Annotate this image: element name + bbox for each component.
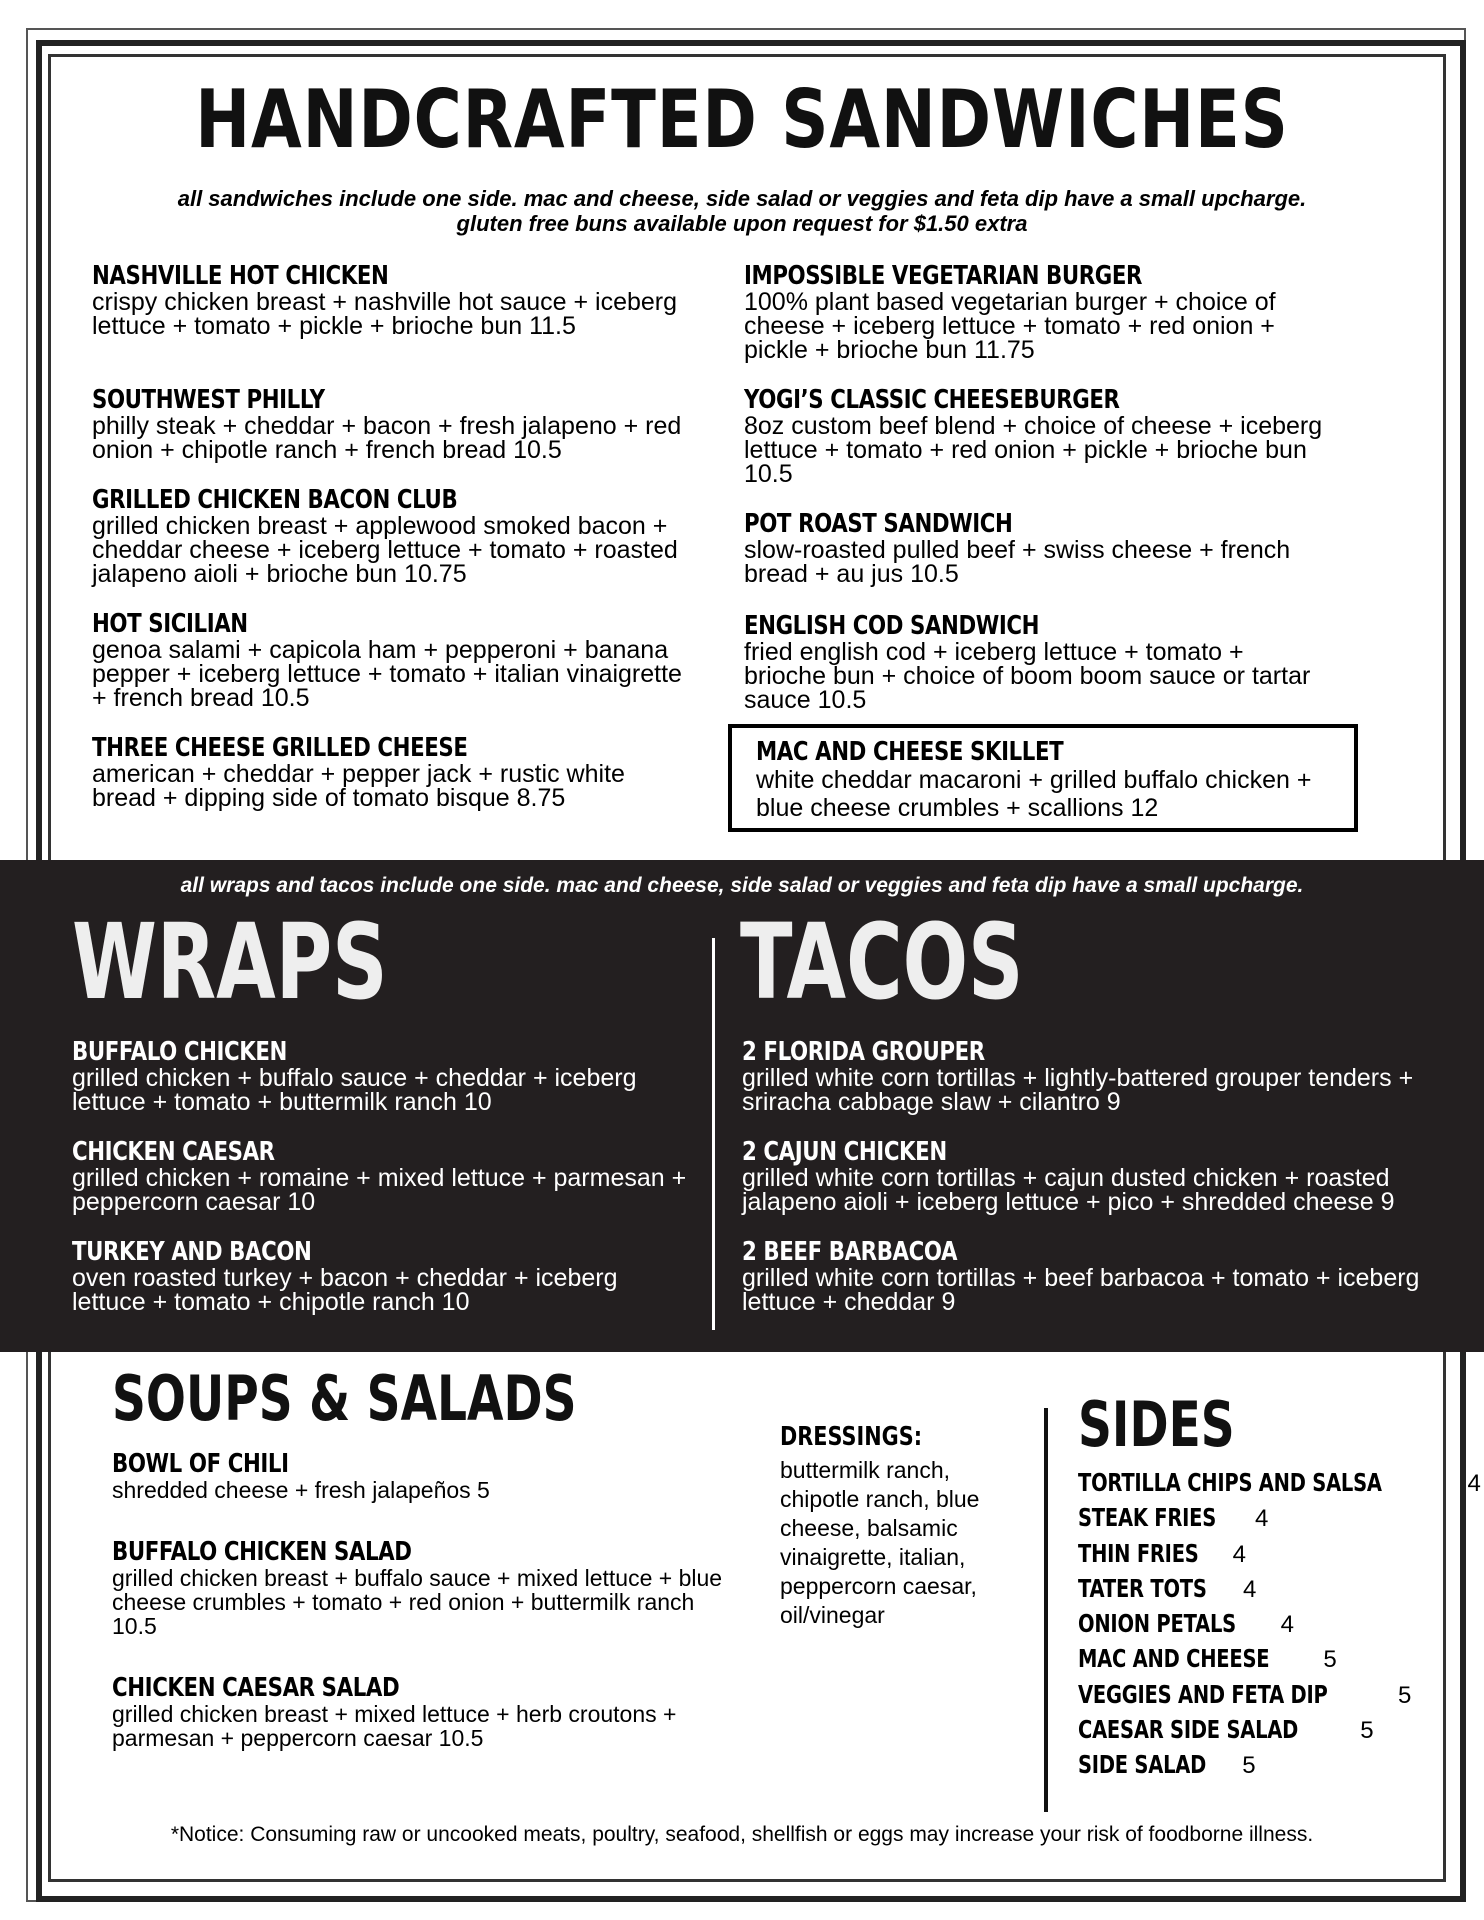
dressings-label: DRESSINGS: <box>780 1422 923 1452</box>
item-name: MAC AND CHEESE SKILLET <box>756 737 1064 767</box>
menu-item <box>744 510 1324 586</box>
side-item <box>1078 1503 1481 1538</box>
tacos-title: TACOS <box>740 901 1024 1023</box>
side-item <box>1078 1750 1481 1785</box>
menu-item <box>72 1038 692 1114</box>
featured-item-box <box>728 724 1358 832</box>
item-name: HOT SICILIAN <box>92 609 248 639</box>
item-name: ENGLISH COD SANDWICH <box>744 611 1040 641</box>
item-description: grilled chicken + buffalo sauce + cheddar + iceberg lettuce + tomato + buttermilk ranch 10 <box>72 1064 637 1116</box>
menu-item <box>744 386 1324 486</box>
dressings-list: buttermilk ranch, chipotle ranch, blue cheese, balsamic vinaigrette, italian, peppercorn caesar, oil/vinegar <box>780 1457 980 1628</box>
item-name: IMPOSSIBLE VEGETARIAN BURGER <box>744 261 1143 291</box>
side-price: 5 <box>1360 1717 1374 1745</box>
menu-item <box>92 734 692 810</box>
side-item <box>1078 1574 1481 1609</box>
item-name: YOGI’S CLASSIC CHEESEBURGER <box>744 385 1120 415</box>
item-name: GRILLED CHICKEN BACON CLUB <box>92 485 458 515</box>
menu-item <box>72 1238 692 1314</box>
side-name: ONION PETALS <box>1078 1609 1236 1639</box>
item-name: TURKEY AND BACON <box>72 1237 312 1267</box>
item-description: slow-roasted pulled beef + swiss cheese + french bread + au jus 10.5 <box>744 536 1291 588</box>
side-item <box>1078 1468 1481 1503</box>
side-name: STEAK FRIES <box>1078 1503 1217 1533</box>
menu-item <box>112 1538 732 1638</box>
soups-salads-title: SOUPS & SALADS <box>112 1362 577 1435</box>
sides-divider <box>1044 1408 1048 1812</box>
item-description: white cheddar macaroni + grilled buffalo chicken + blue cheese crumbles + scallions 12 <box>756 766 1312 822</box>
item-name: NASHVILLE HOT CHICKEN <box>92 261 389 291</box>
item-description: oven roasted turkey + bacon + cheddar + iceberg lettuce + tomato + chipotle ranch 10 <box>72 1264 618 1316</box>
item-description: crispy chicken breast + nashville hot sauce + iceberg lettuce + tomato + pickle + brioche bun 11.5 <box>92 288 678 340</box>
item-name: CHICKEN CAESAR <box>72 1137 275 1167</box>
item-description: fried english cod + iceberg lettuce + tomato + brioche bun + choice of boom boom sauce or tartar sauce 10.5 <box>744 638 1311 714</box>
menu-item <box>742 1238 1462 1314</box>
side-name: CAESAR SIDE SALAD <box>1078 1715 1299 1745</box>
side-item <box>1078 1680 1481 1715</box>
side-item <box>1078 1715 1481 1750</box>
menu-item <box>92 486 692 586</box>
side-price: 4 <box>1467 1470 1481 1497</box>
side-price: 4 <box>1242 1575 1257 1603</box>
item-name: BOWL OF CHILI <box>112 1449 289 1479</box>
item-name: BUFFALO CHICKEN <box>72 1037 287 1067</box>
wraps-tacos-section <box>0 860 1484 1352</box>
wraps-tacos-note: all wraps and tacos include one side. mac and cheese, side salad or veggies and feta dip have a small upcharge. <box>180 874 1304 897</box>
side-name: TORTILLA CHIPS AND SALSA <box>1078 1468 1382 1497</box>
side-item <box>1078 1644 1481 1679</box>
item-description: grilled white corn tortillas + beef barbacoa + tomato + iceberg lettuce + cheddar 9 <box>742 1264 1420 1316</box>
item-description: grilled chicken breast + applewood smoked bacon + cheddar cheese + iceberg lettuce + tomato + roasted jalapeno aioli + brioche bun 10.75 <box>92 512 678 588</box>
item-description: american + cheddar + pepper jack + rustic white bread + dipping side of tomato bisque 8.75 <box>92 760 625 812</box>
menu-item <box>756 738 1336 822</box>
side-price: 5 <box>1242 1752 1256 1780</box>
item-name: BUFFALO CHICKEN SALAD <box>112 1537 412 1567</box>
menu-item <box>112 1450 732 1502</box>
menu-item <box>112 1674 732 1750</box>
menu-item <box>742 1138 1462 1214</box>
wraps-title: WRAPS <box>72 901 388 1023</box>
side-price: 5 <box>1397 1681 1412 1709</box>
sides-list <box>1078 1468 1481 1786</box>
item-description: grilled chicken + romaine + mixed lettuce + parmesan + peppercorn caesar 10 <box>72 1164 687 1216</box>
item-name: 2 FLORIDA GROUPER <box>742 1037 985 1067</box>
menu-item <box>742 1038 1462 1114</box>
menu-item <box>92 610 692 710</box>
side-price: 4 <box>1254 1505 1269 1533</box>
sandwiches-title: HANDCRAFTED SANDWICHES <box>195 73 1289 166</box>
item-name: THREE CHEESE GRILLED CHEESE <box>92 733 468 763</box>
item-description: shredded cheese + fresh jalapeños 5 <box>112 1477 490 1503</box>
side-name: SIDE SALAD <box>1078 1750 1207 1780</box>
sides-title: SIDES <box>1078 1388 1235 1461</box>
menu-item <box>744 612 1324 712</box>
item-description: 100% plant based vegetarian burger + choice of cheese + iceberg lettuce + tomato + red onion + pickle + brioche bun 11.75 <box>744 288 1276 364</box>
side-name: THIN FRIES <box>1078 1538 1199 1568</box>
food-safety-notice: *Notice: Consuming raw or uncooked meats, poultry, seafood, shellfish or eggs may increase your risk of foodborne illness. <box>170 1823 1314 1846</box>
side-price: 4 <box>1232 1540 1246 1568</box>
item-name: CHICKEN CAESAR SALAD <box>112 1673 400 1703</box>
menu-item <box>744 262 1324 362</box>
sandwiches-note: all sandwiches include one side. mac and cheese, side salad or veggies and feta dip have a small upcharge. gluten free buns available upon request for $1.50 extra <box>177 186 1307 236</box>
side-price: 5 <box>1323 1646 1337 1674</box>
side-name: MAC AND CHEESE <box>1078 1644 1270 1674</box>
side-item <box>1078 1539 1481 1574</box>
side-item <box>1078 1609 1481 1644</box>
side-price: 4 <box>1280 1611 1294 1639</box>
item-description: 8oz custom beef blend + choice of cheese + iceberg lettuce + tomato + red onion + pickle + brioche bun 10.5 <box>744 412 1323 488</box>
menu-item <box>72 1138 692 1214</box>
menu-item <box>92 386 692 462</box>
section-divider <box>712 938 715 1330</box>
item-description: grilled white corn tortillas + cajun dusted chicken + roasted jalapeno aioli + iceberg lettuce + pico + shredded cheese 9 <box>742 1164 1395 1216</box>
dressings <box>780 1422 1020 1630</box>
item-name: 2 BEEF BARBACOA <box>742 1237 958 1267</box>
item-description: grilled white corn tortillas + lightly-battered grouper tenders + sriracha cabbage slaw + cilantro 9 <box>742 1064 1414 1116</box>
item-description: grilled chicken breast + buffalo sauce + mixed lettuce + blue cheese crumbles + tomato + red onion + buttermilk ranch 10.5 <box>112 1565 723 1639</box>
side-name: TATER TOTS <box>1078 1573 1207 1603</box>
item-description: philly steak + cheddar + bacon + fresh jalapeno + red onion + chipotle ranch + french bread 10.5 <box>92 412 682 464</box>
item-name: 2 CAJUN CHICKEN <box>742 1137 947 1167</box>
item-description: genoa salami + capicola ham + pepperoni + banana pepper + iceberg lettuce + tomato + italian vinaigrette + french bread 10.5 <box>92 636 682 712</box>
menu-item <box>92 262 692 338</box>
item-name: POT ROAST SANDWICH <box>744 509 1013 539</box>
item-name: SOUTHWEST PHILLY <box>92 385 325 415</box>
side-name: VEGGIES AND FETA DIP <box>1078 1679 1328 1709</box>
item-description: grilled chicken breast + mixed lettuce + herb croutons + parmesan + peppercorn caesar 10.5 <box>112 1701 677 1751</box>
